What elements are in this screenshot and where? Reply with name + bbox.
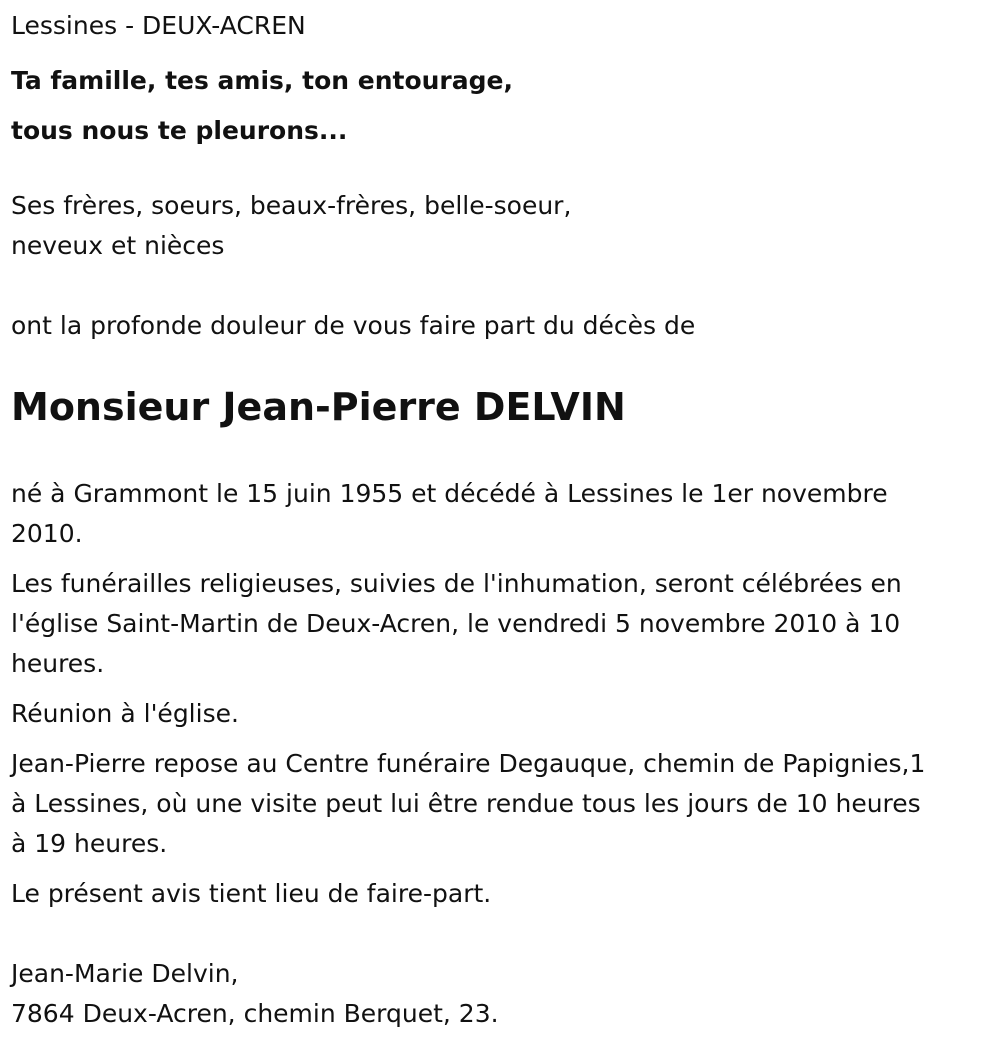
- paragraph-line: Les funérailles religieuses, suivies de l'inhumation, seront célébrées en: [11, 569, 902, 598]
- notice-paragraph: [11, 874, 986, 914]
- signature-block: [11, 954, 986, 1034]
- family-list: [11, 186, 986, 266]
- verse-line: tous nous te pleurons...: [11, 116, 348, 145]
- paragraph-line: à Lessines, où une visite peut lui être rendue tous les jours de 10 heures: [11, 789, 921, 818]
- deceased-name: Monsieur Jean-Pierre DELVIN: [11, 385, 626, 429]
- signature-address: 7864 Deux-Acren, chemin Berquet, 23.: [11, 999, 499, 1028]
- paragraph-line: né à Grammont le 15 juin 1955 et décédé à Lessines le 1er novembre: [11, 479, 888, 508]
- paragraph-line: Le présent avis tient lieu de faire-part.: [11, 879, 492, 908]
- obituary-notice: [11, 6, 986, 1034]
- announcement-text: ont la profonde douleur de vous faire part du décès de: [11, 311, 696, 340]
- family-line: neveux et nièces: [11, 231, 225, 260]
- birth-death-paragraph: [11, 474, 986, 554]
- paragraph-line: Jean-Pierre repose au Centre funéraire Degauque, chemin de Papignies,1: [11, 749, 926, 778]
- paragraph-line: l'église Saint-Martin de Deux-Acren, le vendredi 5 novembre 2010 à 10: [11, 609, 901, 638]
- meeting-paragraph: [11, 694, 986, 734]
- signature-name: Jean-Marie Delvin,: [11, 959, 239, 988]
- family-line: Ses frères, soeurs, beaux-frères, belle-soeur,: [11, 191, 572, 220]
- verse: [11, 56, 986, 156]
- paragraph-line: Réunion à l'église.: [11, 699, 239, 728]
- paragraph-line: heures.: [11, 649, 105, 678]
- verse-line: Ta famille, tes amis, ton entourage,: [11, 66, 513, 95]
- paragraph-line: à 19 heures.: [11, 829, 168, 858]
- location-heading: Lessines - DEUX-ACREN: [11, 11, 306, 40]
- funeral-paragraph: [11, 564, 986, 684]
- paragraph-line: 2010.: [11, 519, 83, 548]
- visitation-paragraph: [11, 744, 986, 864]
